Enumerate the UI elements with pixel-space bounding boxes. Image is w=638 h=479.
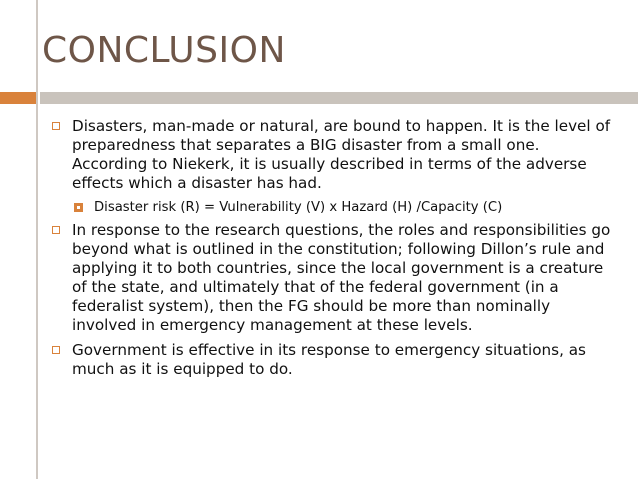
- square-bullet-icon: [52, 346, 60, 354]
- slide-title: CONCLUSION: [42, 30, 286, 71]
- bullet-text: Disasters, man-made or natural, are bound to happen. It is the level of preparedness that separates a BIG disaster from a small one. According to Niekerk, it is usually described in terms of the adverse effects which a disaster has had.: [72, 117, 611, 192]
- title-rule-accent: [0, 92, 36, 104]
- bullet-item: [52, 341, 612, 379]
- bullet-text: Government is effective in its response to emergency situations, as much as it is equipped to do.: [72, 341, 586, 378]
- square-bullet-icon: [52, 122, 60, 130]
- title-rule: [40, 92, 638, 104]
- filled-square-bullet-icon: [74, 203, 83, 212]
- left-vertical-rule: [36, 0, 38, 479]
- sub-bullet-item: [52, 199, 612, 217]
- sub-bullet-text: Disaster risk (R) = Vulnerability (V) x Hazard (H) /Capacity (C): [94, 200, 503, 215]
- slide-content: [52, 117, 612, 385]
- square-bullet-icon: [52, 226, 60, 234]
- bullet-item: [52, 117, 612, 193]
- bullet-text: In response to the research questions, the roles and responsibilities go beyond what is outlined in the constitution; following Dillon’s rule and applying it to both countries, since the local government is a creature of the state, and ultimately that of the federal government (in a federalist system), then the FG should be more than nominally involved in emergency management at these levels.: [72, 221, 611, 334]
- bullet-item: [52, 221, 612, 335]
